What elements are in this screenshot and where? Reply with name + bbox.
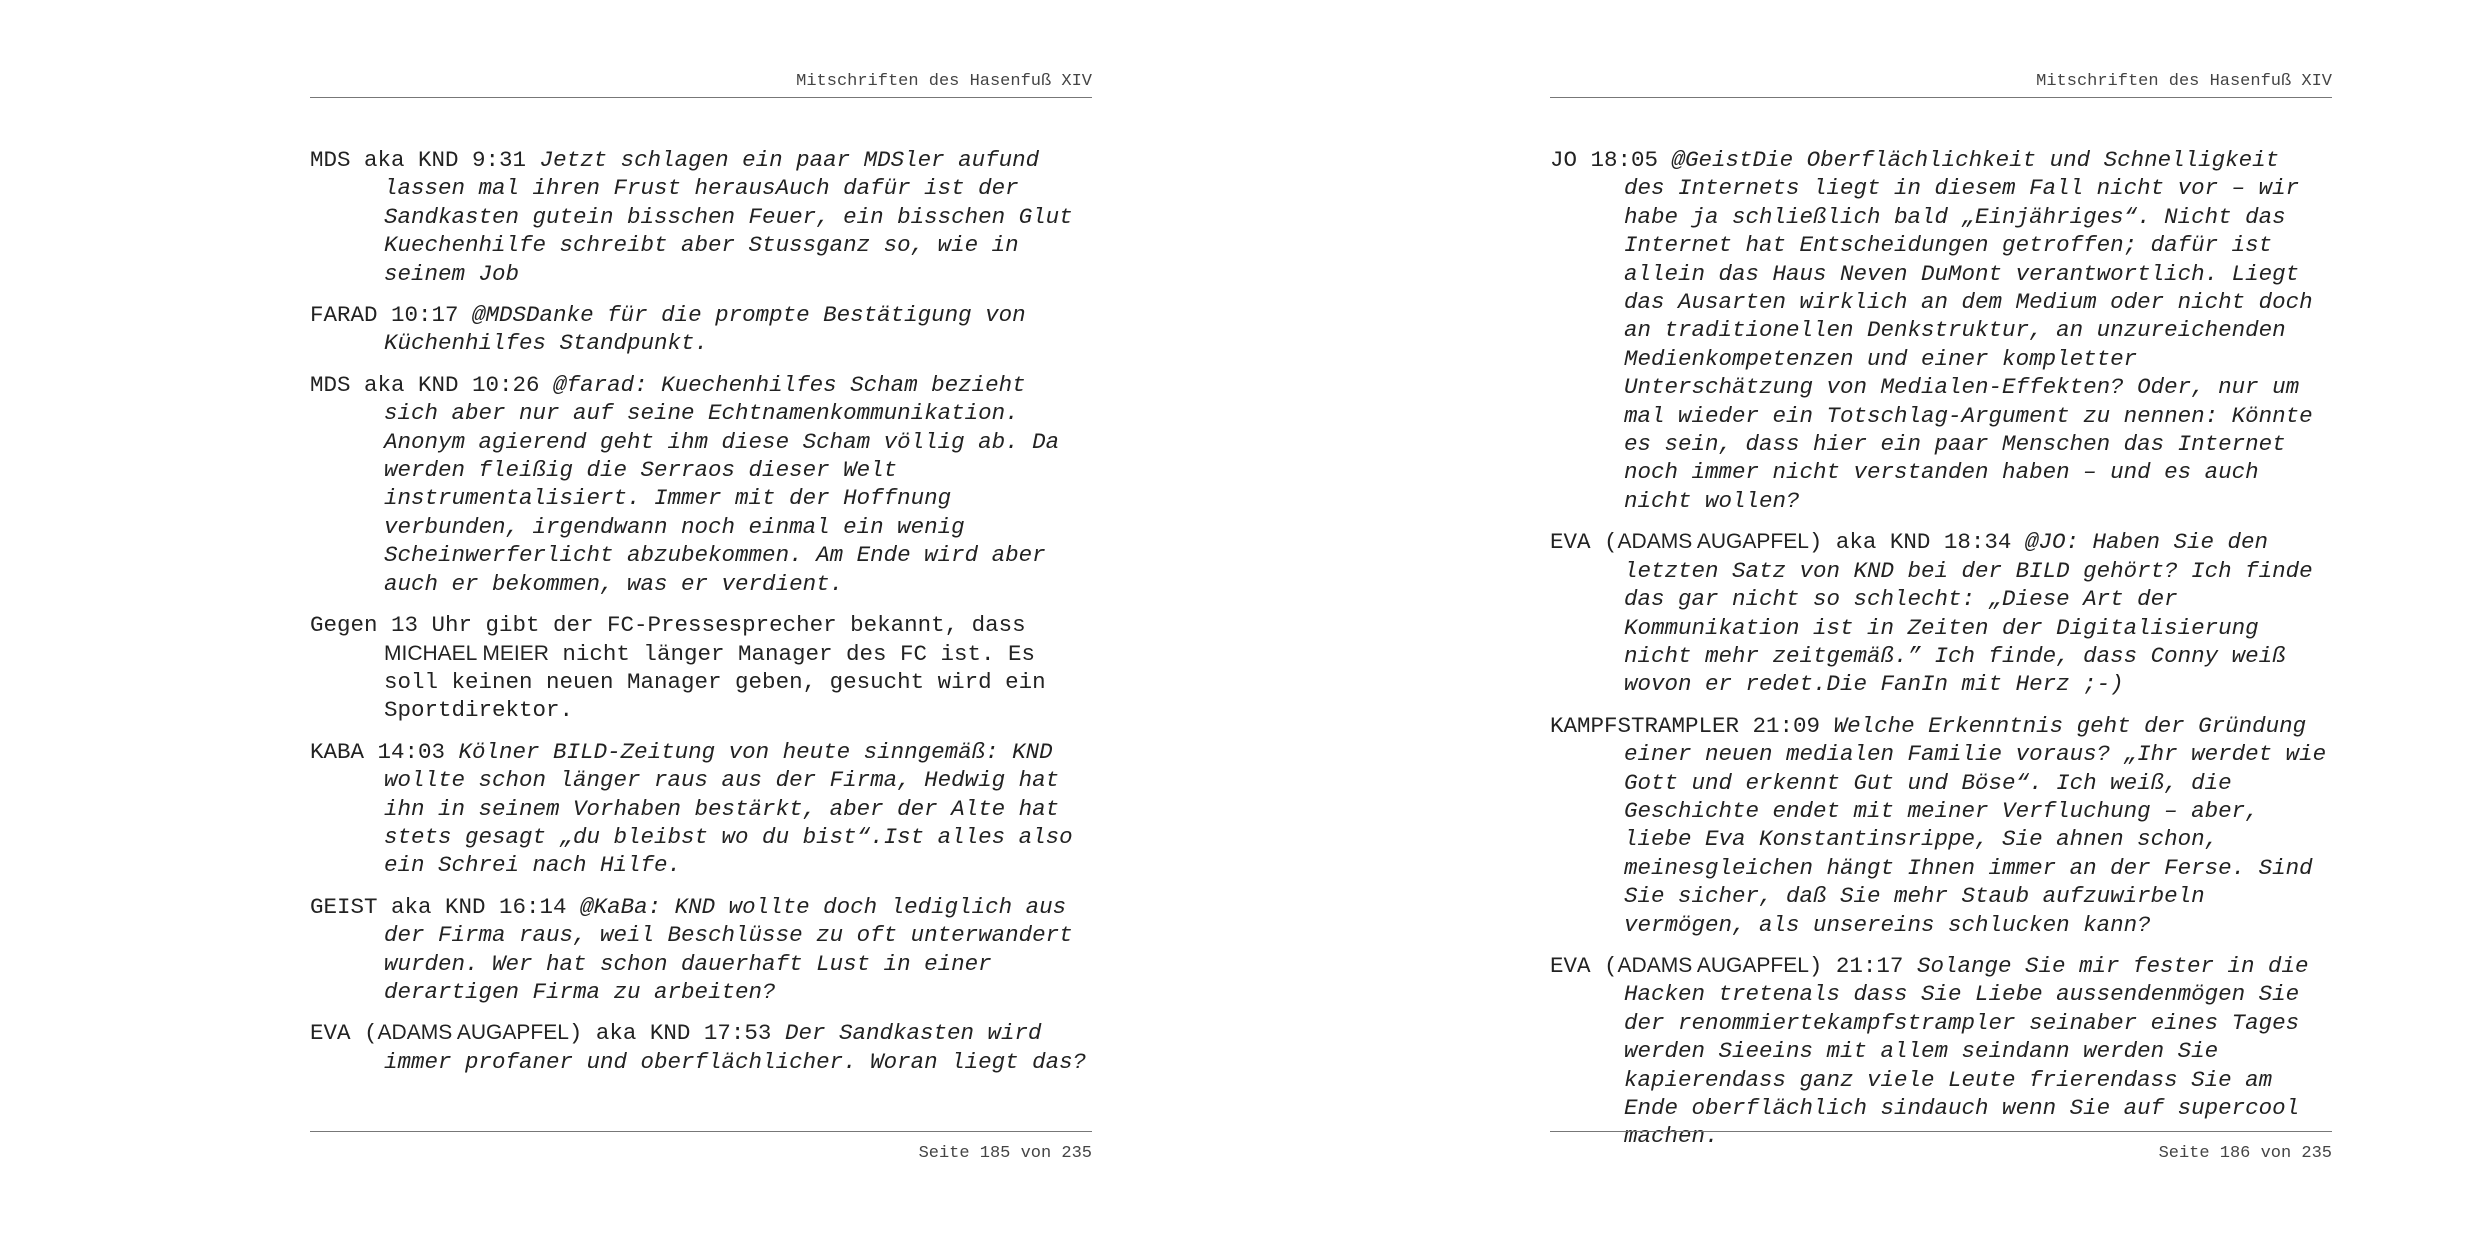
entry-narration-pre: Gegen 13 Uhr gibt der FC-Pressesprecher bekannt, dass <box>310 612 1026 639</box>
header-divider <box>310 97 1092 98</box>
entries-list <box>310 146 1092 1089</box>
entry-text: Kölner BILD-Zeitung von heute sinngemäß: KND wollte schon länger raus aus der Firma, Hedwig hat ihn in seinem Vorhaben bestärkt, aber der Alte hat stets gesagt „du bleibst wo du bist“.Ist alles also ein Schrei nach Hilfe. <box>384 738 1073 879</box>
entry-speaker-post: ) aka KND 18:34 <box>1808 529 2012 556</box>
entry-speaker-pre: EVA ( <box>1550 529 1618 556</box>
entry <box>310 1019 1092 1076</box>
entry <box>1550 146 2332 515</box>
entry <box>310 893 1092 1007</box>
entry <box>310 611 1092 725</box>
entry-speaker: GEIST aka KND 16:14 <box>310 893 567 920</box>
entry-speaker-pre: EVA ( <box>1550 952 1618 979</box>
entry <box>1550 528 2332 698</box>
entry-text: @KaBa: KND wollte doch lediglich aus der Firma raus, weil Beschlüsse zu oft unterwandert wurden. Wer hat schon dauerhaft Lust in einer derartigen Firma zu arbeiten? <box>384 893 1073 1005</box>
right-page <box>1240 0 2480 1240</box>
entry-narration-name: MICHAEL MEIER <box>384 641 549 665</box>
entry-text: @MDSDanke für die prompte Bestätigung von Küchenhilfes Standpunkt. <box>384 302 1026 357</box>
entry-speaker: FARAD 10:17 <box>310 302 459 329</box>
entry-text: @GeistDie Oberflächlichkeit und Schnelligkeit des Internets liegt in diesem Fall nicht vor – wir habe ja schließlich bald „Einjähriges“. Nicht das Internet hat Entscheidungen getroffen; dafür ist allein das Haus Neven DuMont verantwortlich. Liegt das Ausarten wirklich an dem Medium oder nicht doch an traditionellen Denkstruktur, an unzureichenden Medienkompetenzen und einer kompletter Unterschätzung von Medialen-Effekten? Oder, nur um mal wieder ein Totschlag-Argument zu nennen: Könnte es sein, dass hier ein paar Menschen das Internet noch immer nicht verstanden haben – und es auch nicht wollen? <box>1624 147 2313 514</box>
entry <box>310 371 1092 598</box>
entry <box>310 301 1092 358</box>
page-number: Seite 186 von 235 <box>2158 1144 2332 1163</box>
entry-speaker: KABA 14:03 <box>310 738 446 765</box>
running-header: Mitschriften des Hasenfuß XIV <box>796 72 1092 91</box>
footer-divider <box>1550 1131 2332 1132</box>
entry-text: Jetzt schlagen ein paar MDSler aufund lassen mal ihren Frust herausAuch dafür ist der Sandkasten gutein bisschen Feuer, ein bisschen Glut Kuechenhilfe schreibt aber Stussganz so, wie in seinem Job <box>384 147 1073 287</box>
entry-text: Solange Sie mir fester in die Hacken tretenals dass Sie Liebe aussendenmögen Sie der renommiertekampfstrampler seinaber eines Tages werden Sieeins mit allem seindann werden Sie kapierendass ganz viele Leute frierendass Sie am Ende oberflächlich sindauch wenn Sie auf supercool machen. <box>1624 952 2309 1150</box>
entry-speaker: KAMPFSTRAMPLER 21:09 <box>1550 712 1821 739</box>
entry-narration-post: nicht länger Manager des FC ist. Es soll keinen neuen Manager geben, gesucht wird ein Sportdirektor. <box>384 640 1046 724</box>
page-number: Seite 185 von 235 <box>918 1144 1092 1163</box>
entry <box>1550 952 2332 1151</box>
entry-speaker-alias: ADAMS AUGAPFEL <box>1617 953 1809 977</box>
entry-text: @JO: Haben Sie den letzten Satz von KND bei der BILD gehört? Ich finde das gar nicht so schlecht: „Diese Art der Kommunikation ist in Zeiten der Digitalisierung nicht mehr zeitgemäß.” Ich finde, dass Conny weiß wovon er redet.Die FanIn mit Herz ;-) <box>1624 529 2313 698</box>
footer-divider <box>310 1131 1092 1132</box>
entry-text: Der Sandkasten wird immer profaner und oberflächlicher. Woran liegt das? <box>384 1020 1087 1075</box>
entry-speaker: MDS aka KND 9:31 <box>310 147 527 173</box>
entry-speaker-pre: EVA ( <box>310 1020 378 1047</box>
entry-speaker-alias: ADAMS AUGAPFEL <box>1617 530 1809 554</box>
entry <box>310 146 1092 288</box>
entry-text: Welche Erkenntnis geht der Gründung einer neuen medialen Familie voraus? „Ihr werdet wie Gott und erkennt Gut und Böse“. Ich weiß, die Geschichte endet mit meiner Verfluchung – aber, liebe Eva Konstantinsrippe, Sie ahnen schon, meinesgleichen hängt Ihnen immer an der Ferse. Sind Sie sicher, daß Sie mehr Staub aufzuwirbeln vermögen, als unsereins schlucken kann? <box>1624 712 2327 938</box>
entry-speaker: JO 18:05 <box>1550 147 1659 173</box>
entry-speaker: MDS aka KND 10:26 <box>310 371 540 398</box>
entry-text: @farad: Kuechenhilfes Scham bezieht sich aber nur auf seine Echtnamenkommunikation. Anonym agierend geht ihm diese Scham völlig ab. Da werden fleißig die Serraos dieser Welt instrumentalisiert. Immer mit der Hoffnung verbunden, irgendwann noch einmal ein wenig Scheinwerferlicht abzubekommen. Am Ende wird aber auch er bekommen, was er verdient. <box>384 371 1060 597</box>
entry-speaker-alias: ADAMS AUGAPFEL <box>377 1021 569 1045</box>
entries-list <box>1550 146 2332 1164</box>
entry-speaker-post: ) 21:17 <box>1808 952 1904 979</box>
entry <box>310 738 1092 880</box>
entry <box>1550 712 2332 939</box>
running-header: Mitschriften des Hasenfuß XIV <box>2036 72 2332 91</box>
entry-speaker-post: ) aka KND 17:53 <box>568 1020 772 1047</box>
header-divider <box>1550 97 2332 98</box>
